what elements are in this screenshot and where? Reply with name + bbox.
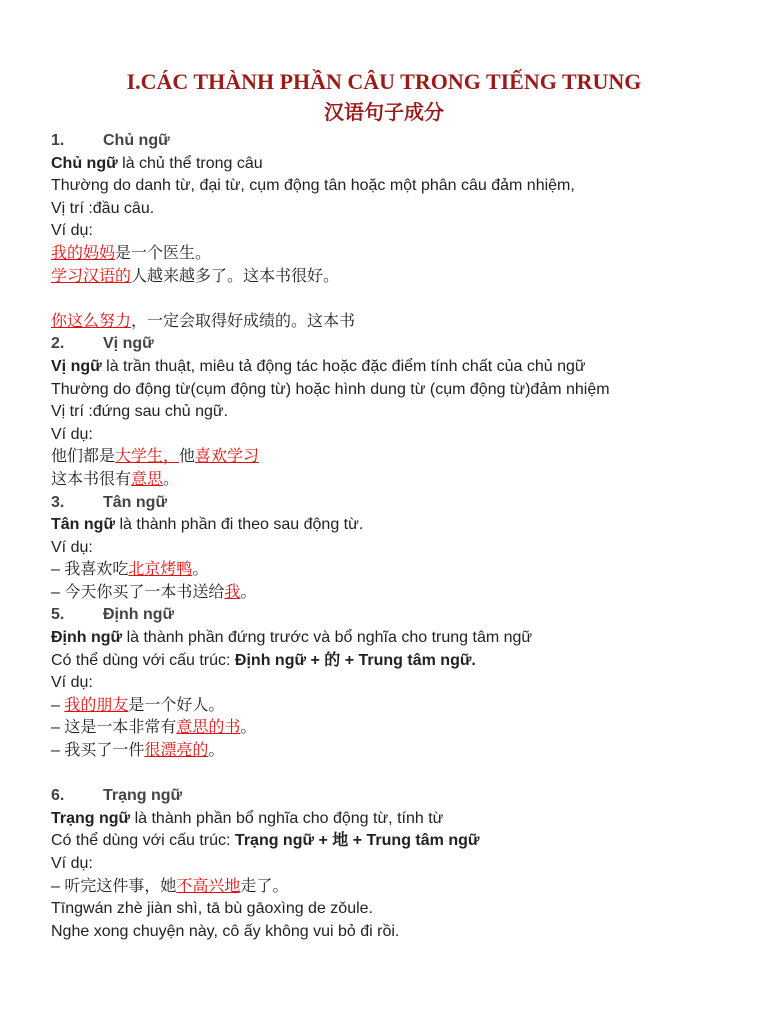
- example-line: [51, 582, 731, 605]
- structure-text: Có thể dùng với cấu trúc:: [51, 651, 235, 669]
- highlighted-text: 北京烤鸭: [128, 561, 193, 579]
- description-line: Thường do danh từ, đại từ, cụm động tân hoặc một phân câu đảm nhiệm,: [51, 177, 575, 195]
- example-text: 这本书很有: [51, 470, 132, 488]
- section-title: Chủ ngữ: [103, 132, 170, 149]
- section-number: 2.: [51, 335, 65, 353]
- highlighted-text: 我的妈妈: [51, 244, 116, 262]
- highlighted-text: 我: [224, 583, 241, 601]
- highlighted-text: 你这么努力: [51, 312, 132, 330]
- example-text: 人越来越多了。这本书很好。: [131, 267, 340, 285]
- example-text: 。: [240, 719, 257, 737]
- definition-line: [51, 153, 731, 176]
- spacer: [51, 763, 731, 786]
- example-line: [51, 717, 731, 740]
- example-line: [51, 695, 731, 718]
- example-line: [51, 243, 731, 266]
- dash: –: [51, 696, 65, 714]
- section-heading-attributive: [51, 604, 731, 627]
- structure-line: [51, 650, 731, 673]
- section-title: Tân ngữ: [103, 493, 168, 511]
- position-line: Vị trí :đầu câu.: [51, 199, 155, 217]
- example-line: [51, 266, 731, 289]
- highlighted-text: 我的朋友: [64, 696, 129, 714]
- example-text: 。: [208, 742, 225, 760]
- structure-text: Có thể dùng với cấu trúc:: [51, 832, 235, 850]
- example-text: ，一定会取得好成绩的。这本书: [131, 312, 356, 330]
- definition-text: là thành phần đi theo sau động từ.: [115, 516, 364, 534]
- translation-line: Nghe xong chuyện này, cô ấy không vui bỏ đi rồi.: [51, 922, 400, 940]
- example-text: 今天你买了一本书送给: [64, 583, 225, 601]
- description-line: Thường do động từ(cụm động từ) hoặc hình dung từ (cụm động từ)đảm nhiệm: [51, 380, 610, 398]
- term: Tân ngữ: [51, 516, 116, 534]
- section-number: 1.: [51, 132, 65, 149]
- definition-line: [51, 808, 731, 831]
- example-text: 走了。: [240, 877, 289, 895]
- dash: –: [51, 561, 65, 579]
- highlighted-text: 喜欢学习: [195, 448, 260, 466]
- term: Chủ ngữ: [51, 154, 118, 172]
- example-text: 。: [192, 561, 209, 579]
- structure-line: [51, 830, 731, 853]
- example-line: [51, 740, 731, 763]
- highlighted-text: 不高兴地: [176, 877, 241, 895]
- section-number: 5.: [51, 606, 65, 624]
- highlighted-text: 大学生，: [115, 448, 180, 466]
- dash: –: [51, 719, 65, 737]
- definition-text: là trần thuật, miêu tả động tác hoặc đặc điểm tính chất của chủ ngữ: [101, 357, 586, 375]
- dash: –: [51, 583, 65, 601]
- example-label: Ví dụ:: [51, 222, 93, 240]
- example-line: [51, 446, 731, 469]
- section-number: 6.: [51, 787, 65, 805]
- definition-line: [51, 627, 731, 650]
- structure-formula: Trạng ngữ + 地 + Trung tâm ngữ: [234, 832, 480, 850]
- example-text: 。: [163, 470, 180, 488]
- highlighted-text: 学习汉语的: [51, 267, 132, 285]
- example-text: 是一个医生。: [115, 244, 212, 262]
- term: Định ngữ: [51, 629, 123, 647]
- example-label: Ví dụ:: [51, 674, 93, 692]
- example-label: Ví dụ:: [51, 425, 93, 443]
- definition-text: là chủ thể trong câu: [117, 154, 263, 172]
- section-title: Định ngữ: [103, 606, 175, 624]
- definition-line: [51, 356, 731, 379]
- section-title: Trạng ngữ: [103, 787, 183, 805]
- definition-text: là thành phần bổ nghĩa cho động từ, tính từ: [130, 809, 444, 827]
- example-label: Ví dụ:: [51, 538, 93, 556]
- structure-formula: Định ngữ + 的 + Trung tâm ngữ.: [234, 651, 476, 669]
- example-text: 我喜欢吃: [64, 561, 129, 579]
- term: Vị ngữ: [51, 357, 102, 375]
- example-text: 他: [179, 448, 196, 466]
- example-text: 他们都是: [51, 448, 116, 466]
- section-title: Vị ngữ: [103, 335, 154, 353]
- highlighted-text: 意思: [131, 470, 164, 488]
- example-line: [51, 311, 731, 334]
- section-heading-predicate: [51, 333, 731, 356]
- term: Trạng ngữ: [51, 809, 131, 827]
- dash: –: [51, 742, 65, 760]
- example-text: 这是一本非常有: [64, 719, 177, 737]
- definition-line: [51, 514, 731, 537]
- example-text: 听完这件事，她: [64, 877, 177, 895]
- section-heading-object: [51, 492, 731, 515]
- section-number: 3.: [51, 493, 65, 511]
- example-text: 我买了一件: [64, 742, 145, 760]
- example-line: [51, 559, 731, 582]
- highlighted-text: 意思的书: [176, 719, 241, 737]
- section-heading-adverbial: [51, 785, 731, 808]
- page-title: I.CÁC THÀNH PHẦN CÂU TRONG TIẾNG TRUNG: [126, 69, 642, 94]
- example-text: 是一个好人。: [128, 696, 225, 714]
- example-line: [51, 876, 731, 899]
- example-line: [51, 469, 731, 492]
- spacer: [51, 288, 731, 311]
- document-page: [51, 66, 731, 943]
- highlighted-text: 很漂亮的: [144, 742, 209, 760]
- example-text: 。: [240, 583, 257, 601]
- pinyin-line: Tīngwán zhè jiàn shì, tā bù gāoxìng de zǒule.: [51, 900, 373, 918]
- dash: –: [51, 877, 65, 895]
- example-label: Ví dụ:: [51, 855, 93, 872]
- section-heading-subject: [51, 130, 731, 153]
- definition-text: là thành phần đứng trước và bổ nghĩa cho trung tâm ngữ: [122, 629, 533, 647]
- page-subtitle: 汉语句子成分: [324, 102, 444, 124]
- position-line: Vị trí :đứng sau chủ ngữ.: [51, 403, 229, 421]
